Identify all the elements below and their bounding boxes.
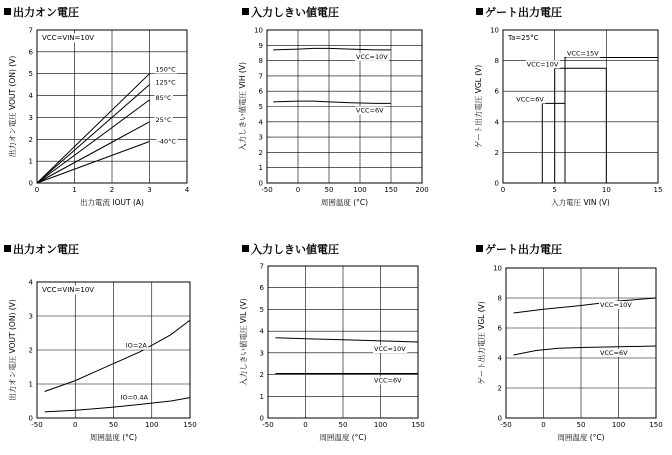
series-line-2 [273,101,391,103]
bullet-square-icon [4,245,11,252]
series-line-5 [37,142,150,184]
x-tick-label: 0 [541,421,546,429]
grid [267,30,422,183]
series-label: 25°C [155,115,172,124]
series-line-2 [503,68,606,183]
y-tick-label: 6 [258,87,263,96]
y-tick-label: 6 [259,284,264,293]
series-line-2 [45,398,190,412]
y-tick-label: 2 [28,346,33,355]
series-label: 125°C [155,78,176,87]
y-tick-label: 4 [494,118,499,127]
chart-title [4,241,79,257]
x-axis-label: 周囲温度 (°C) [89,433,138,442]
chart-title-text: 出力オン電圧 [13,6,79,19]
chart-panel-output-on-voltage-vs-temp [0,226,224,451]
y-tick-label: 2 [259,371,264,380]
series-line-1 [276,338,419,342]
y-tick-label: 8 [494,57,499,66]
y-tick-label: 10 [254,26,263,35]
y-tick-label: 0 [494,179,499,188]
bullet-square-icon [242,245,249,252]
y-tick-label: 3 [28,113,33,122]
x-axis-label: 周囲温度 (°C) [557,433,605,442]
x-tick-label: 50 [338,421,348,429]
series-label: 150°C [155,65,176,74]
x-tick-label: -50 [262,421,274,429]
chart-title-text: 出力オン電圧 [13,243,79,256]
series-label: VCC=10V [374,345,406,353]
y-tick-label: 7 [259,262,264,271]
y-tick-label: 3 [258,133,263,142]
y-tick-label: 4 [497,354,502,363]
y-tick-label: 2 [28,135,33,144]
y-tick-label: 8 [258,57,263,66]
series-label: VCC=6V [600,349,628,357]
chart-panel-output-on-voltage-vs-current [0,0,224,226]
bullet-square-icon [476,245,483,252]
y-tick-label: 3 [28,312,33,321]
x-tick-label: -50 [261,186,273,194]
y-axis-label: 入力しきい値電圧 VIL (V) [239,298,248,386]
series-label: VCC=10V [526,60,559,69]
x-tick-label: 3 [147,186,152,194]
series-line-1 [514,298,657,313]
grid [268,266,418,418]
y-tick-label: 9 [258,41,263,50]
x-tick-label: 15 [653,186,663,194]
bullet-square-icon [4,8,11,15]
series-line-3 [503,103,565,183]
x-tick-label: 0 [73,421,78,429]
chart-annotation: VCC=VIN=10V [42,34,95,42]
chart-output-on-voltage-vs-temp [0,226,224,451]
y-tick-label: 0 [258,179,263,188]
chart-panel-input-threshold-high [224,0,448,226]
series-label: -40°C [157,137,176,146]
x-tick-label: 0 [295,186,301,194]
chart-title-text: 入力しきい値電圧 [251,243,339,256]
y-tick-label: 1 [258,164,263,173]
x-tick-label: 150 [411,421,425,429]
series-line-2 [514,346,657,355]
y-tick-label: 10 [490,26,499,35]
x-tick-label: 150 [183,421,197,429]
y-tick-label: 0 [28,179,33,188]
y-tick-label: 2 [497,384,502,393]
x-axis-label: 周囲温度 (°C) [320,198,369,207]
chart-title-text: 入力しきい値電圧 [251,6,339,19]
series-line-1 [37,74,150,183]
y-tick-label: 4 [259,327,264,336]
series-label: VCC=6V [356,106,384,115]
series-line-1 [273,48,391,50]
y-axis-label: ゲート出力電圧 VGL (V) [474,64,483,149]
x-tick-label: 100 [145,421,159,429]
chart-panel-gate-output-vs-input [448,0,672,226]
chart-title [242,241,339,257]
series-label: 85°C [155,93,172,102]
x-tick-label: 100 [353,186,367,194]
x-tick-label: -50 [500,421,512,429]
y-tick-label: 4 [258,118,263,127]
chart-panel-input-threshold-low [224,226,448,451]
y-tick-label: 5 [259,305,264,314]
y-tick-label: 7 [258,72,263,81]
chart-input-threshold-high [224,0,448,226]
chart-title [476,241,562,257]
chart-title-text: ゲート出力電圧 [485,243,562,256]
y-tick-label: 10 [493,264,502,273]
chart-annotation: Ta=25°C [508,34,539,42]
x-tick-label: 2 [109,186,115,194]
y-tick-label: 4 [28,278,33,287]
y-axis-label: 出力オン電圧 VOUT (ON) (V) [8,299,17,401]
y-tick-label: 6 [494,87,499,96]
y-tick-label: 1 [259,392,264,401]
chart-panel-gate-output-vs-temp [448,226,672,451]
chart-title [476,4,562,20]
y-tick-label: 6 [28,48,33,57]
x-tick-label: 1 [72,186,77,194]
y-tick-label: 3 [259,349,264,358]
x-axis-label: 出力電流 IOUT (A) [80,198,144,207]
series-label: VCC=10V [600,301,632,309]
series-line-4 [37,122,150,183]
y-tick-label: 1 [28,157,33,166]
x-tick-label: 200 [415,186,429,194]
chart-output-on-voltage-vs-current [0,0,224,226]
y-axis-label: 出力オン電圧 VOUT (ON) (V) [8,55,17,158]
series-label: VCC=15V [567,49,599,58]
x-tick-label: 5 [552,186,557,194]
series-line-3 [37,100,150,183]
y-tick-label: 7 [28,26,33,35]
x-axis-label: 入力電圧 VIN (V) [551,198,610,207]
y-tick-label: 4 [28,92,33,101]
series-label: VCC=6V [516,95,544,104]
y-tick-label: 5 [28,70,33,79]
chart-annotation: VCC=VIN=10V [42,286,95,294]
y-tick-label: 0 [497,414,502,423]
x-tick-label: 100 [611,421,626,429]
series-label: VCC=10V [356,52,388,61]
bullet-square-icon [242,8,249,15]
y-tick-label: 5 [258,103,263,111]
grid [37,282,190,418]
y-tick-label: 2 [494,148,499,157]
y-tick-label: 0 [28,414,33,423]
grid [37,30,187,183]
x-tick-label: 50 [576,421,586,429]
y-axis-label: 入力しきい値電圧 VIH (V) [238,62,247,151]
series-label: VCC=6V [374,376,402,385]
x-tick-label: -50 [31,421,43,429]
chart-gate-output-vs-input [448,0,672,226]
x-axis-label: 周囲温度 (°C) [319,433,367,442]
x-tick-label: 10 [601,186,611,194]
x-tick-label: 150 [384,186,398,194]
y-tick-label: 0 [259,414,264,423]
x-tick-label: 100 [373,421,388,429]
series-line-1 [503,58,658,184]
x-tick-label: 50 [109,421,118,429]
bullet-square-icon [476,8,483,15]
x-tick-label: 0 [500,186,506,194]
chart-title [242,4,339,20]
y-tick-label: 6 [497,324,502,333]
chart-title [4,4,79,20]
x-tick-label: 0 [303,421,308,429]
chart-gate-output-vs-temp [448,226,672,451]
series-label: IO=2A [125,341,147,350]
x-tick-label: 150 [649,421,663,429]
y-axis-label: ゲート出力電圧 VGL (V) [477,301,486,385]
y-tick-label: 8 [497,294,502,303]
x-tick-label: 0 [34,186,40,194]
series-line-2 [37,85,150,183]
chart-input-threshold-low [224,226,448,451]
y-tick-label: 2 [258,148,263,157]
chart-title-text: ゲート出力電圧 [485,6,562,19]
series-label: IO=0.4A [120,393,148,402]
y-tick-label: 1 [28,380,33,389]
grid [506,268,656,418]
x-tick-label: 50 [324,186,334,194]
series-line-1 [45,320,190,391]
x-tick-label: 4 [184,186,190,194]
